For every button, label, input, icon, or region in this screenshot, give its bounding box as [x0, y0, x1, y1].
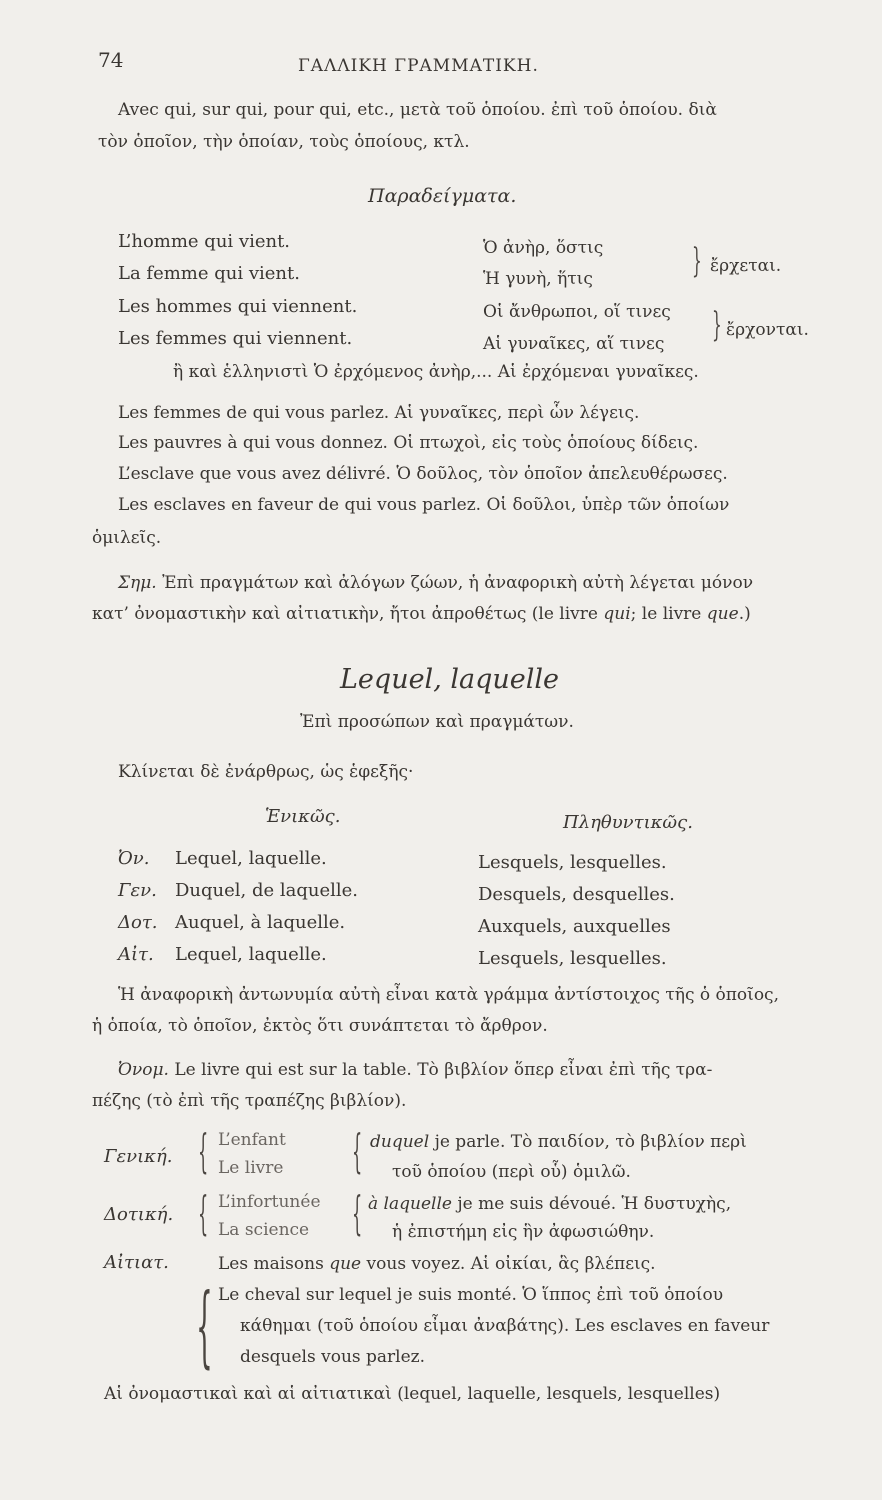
note-text-2e: .) [738, 604, 751, 624]
dative-line-1 [368, 1194, 731, 1214]
accusative-line-2: Le cheval sur lequel je suis monté. Ὁ ἵππος ἐπὶ τοῦ ὁποίου [218, 1285, 724, 1305]
example-fr-2: La femme qui vient. [118, 263, 300, 284]
genitive-brace-left: { [198, 1124, 209, 1178]
onom-text-1: Le livre qui est sur la table. Τὸ βιβλίον ὅπερ εἶναι ἐπὶ τῆς τρα- [168, 1060, 713, 1080]
verb-plural: ἔρχονται. [726, 320, 809, 340]
relative-note-line-1: Ἡ ἀναφορικὴ ἀντωνυμία αὐτὴ εἶναι κατὰ γράμμα ἀντίστοιχος τῆς ὁ ὁποῖος, [118, 985, 779, 1005]
accusative-text-1a: Les maisons [218, 1254, 330, 1274]
plural-form: Lesquels, lesquelles. [478, 948, 667, 969]
onom-label: Ὀνομ. [118, 1060, 169, 1080]
case-label: Δοτ. [118, 912, 158, 933]
genitive-text-1: je parle. Τὸ παιδίον, τὸ βιβλίον περὶ [429, 1132, 747, 1152]
brace-singular: } [692, 241, 702, 281]
brace-plural: } [712, 305, 722, 345]
example-fr-4: Les femmes qui viennent. [118, 328, 353, 349]
note-text-2c: ; le livre [630, 604, 707, 624]
genitive-italic: duquel [370, 1132, 430, 1152]
plural-form: Desquels, desquelles. [478, 884, 675, 905]
note-line-2 [92, 604, 751, 624]
examples-heading: Παραδείγματα. [368, 185, 517, 207]
accusative-italic: que [329, 1254, 362, 1274]
genitive-word-2: Le livre [218, 1158, 284, 1178]
genitive-line-2: τοῦ ὁποίου (περὶ οὗ) ὁμιλῶ. [392, 1162, 631, 1182]
singular-form: Duquel, de laquelle. [175, 880, 359, 901]
accusative-label: Αἰτιατ. [104, 1252, 169, 1273]
case-label: Ὀν. [118, 848, 150, 869]
example2-line-1: Les femmes de qui vous parlez. Αἱ γυναῖκες, περὶ ὧν λέγεις. [118, 403, 640, 423]
example-gr-3: Οἱ ἄνθρωποι, οἵ τινες [483, 302, 671, 322]
dative-italic: à laquelle [368, 1194, 452, 1214]
genitive-word-1: L’enfant [218, 1130, 286, 1150]
hellenic-line: ἢ καὶ ἑλληνιστὶ Ὁ ἐρχόμενος ἀνὴρ,... Αἱ ἐρχόμεναι γυναῖκες. [173, 362, 699, 382]
example-gr-2: Ἡ γυνὴ, ἥτις [483, 269, 593, 289]
singular-form: Lequel, laquelle. [175, 944, 327, 965]
singular-form: Lequel, laquelle. [175, 848, 327, 869]
plural-form: Lesquels, lesquelles. [478, 852, 667, 873]
relative-note-line-2: ἡ ὁποία, τὸ ὁποῖον, ἐκτὸς ὅτι συνάπτεται τὸ ἄρθρον. [92, 1016, 548, 1036]
example2-line-4: Les esclaves en faveur de qui vous parlez. Οἱ δοῦλοι, ὑπὲρ τῶν ὁποίων [118, 495, 730, 515]
plural-heading: Πληθυντικῶς. [563, 812, 693, 833]
running-title: ΓΑΛΛΙΚΗ ΓΡΑΜΜΑΤΙΚΗ. [298, 56, 539, 76]
lequel-title: Lequel, laquelle [340, 664, 559, 695]
case-label: Αἰτ. [118, 944, 154, 965]
intro-line-2: τὸν ὁποῖον, τὴν ὁποίαν, τοὺς ὁποίους, κτλ. [98, 132, 470, 152]
page-number: 74 [98, 48, 124, 72]
singular-heading: Ἑνικῶς. [265, 806, 341, 827]
example2-line-3: L’esclave que vous avez délivré. Ὁ δοῦλος, τὸν ὁποῖον ἀπελευθέρωσες. [118, 464, 728, 484]
onom-line-1 [118, 1060, 712, 1080]
note-line-1 [118, 573, 753, 593]
example-fr-3: Les hommes qui viennent. [118, 296, 358, 317]
example-fr-1: L’homme qui vient. [118, 231, 291, 252]
plural-form: Auxquels, auxquelles [478, 916, 671, 937]
accusative-line-1 [218, 1254, 656, 1274]
accusative-line-4: desquels vous parlez. [240, 1347, 426, 1367]
accusative-text-1b: vous voyez. Αἱ οἰκίαι, ἃς βλέπεις. [361, 1254, 656, 1274]
genitive-label: Γενική. [104, 1146, 173, 1167]
note-text-2a: κατ’ ὀνομαστικὴν καὶ αἰτιατικὴν, ἤτοι ἀπροθέτως (le livre [92, 604, 604, 624]
intro-line-1: Avec qui, sur qui, pour qui, etc., μετὰ τοῦ ὁποίου. ἐπὶ τοῦ ὁποίου. διὰ [118, 100, 717, 120]
example-gr-4: Αἱ γυναῖκες, αἵ τινες [483, 334, 665, 354]
note-text-2d: que [706, 604, 739, 624]
dative-brace-left: { [198, 1186, 209, 1240]
accusative-line-3: κάθημαι (τοῦ ὁποίου εἶμαι ἀναβάτης). Les esclaves en faveur [240, 1316, 770, 1336]
note-text-2b: qui [603, 604, 631, 624]
example2-line-2: Les pauvres à qui vous donnez. Οἱ πτωχοὶ, εἰς τοὺς ὁποίους δίδεις. [118, 433, 699, 453]
lequel-subtitle: Ἐπὶ προσώπων καὶ πραγμάτων. [300, 712, 574, 732]
dative-line-2: ἡ ἐπιστήμη εἰς ἣν ἀφωσιώθην. [392, 1222, 655, 1242]
genitive-brace-right: { [352, 1124, 363, 1178]
dative-word-1: L’infortunée [218, 1192, 321, 1212]
genitive-line-1 [370, 1132, 747, 1152]
onom-line-2: πέζης (τὸ ἐπὶ τῆς τραπέζης βιβλίον). [92, 1091, 407, 1111]
dative-text-1: je me suis dévoué. Ἡ δυστυχὴς, [451, 1194, 732, 1214]
dative-label: Δοτική. [104, 1204, 174, 1225]
declension-intro: Κλίνεται δὲ ἐνάρθρως, ὡς ἑφεξῆς· [118, 762, 414, 782]
final-line: Αἱ ὀνομαστικαὶ καὶ αἱ αἰτιατικαὶ (lequel, laquelle, lesquels, lesquelles) [104, 1384, 721, 1404]
accusative-brace: { [196, 1274, 213, 1377]
verb-singular: ἔρχεται. [710, 256, 782, 276]
example-gr-1: Ὁ ἀνὴρ, ὅστις [483, 238, 604, 258]
case-label: Γεν. [118, 880, 157, 901]
note-text-1: Ἐπὶ πραγμάτων καὶ ἀλόγων ζώων, ἡ ἀναφορικὴ αὐτὴ λέγεται μόνον [156, 573, 754, 593]
dative-word-2: La science [218, 1220, 310, 1240]
singular-form: Auquel, à laquelle. [175, 912, 346, 933]
example2-line-5: ὁμιλεῖς. [92, 528, 162, 548]
dative-brace-right: { [352, 1186, 363, 1240]
note-label: Σημ. [118, 573, 157, 593]
